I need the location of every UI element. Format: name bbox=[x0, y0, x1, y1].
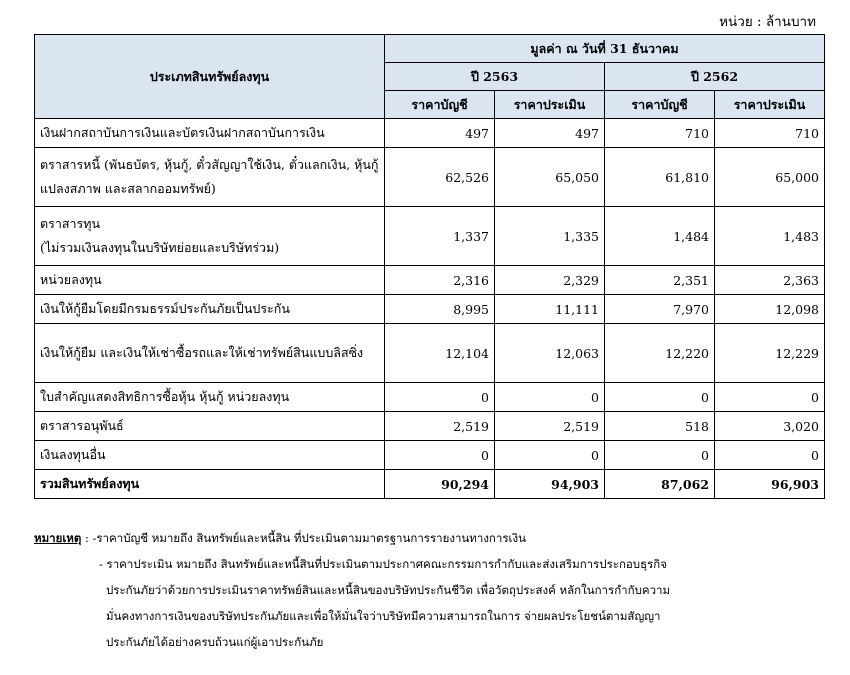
cell: 0 bbox=[715, 441, 825, 470]
table-row bbox=[35, 266, 825, 295]
table-row bbox=[35, 295, 825, 324]
table-row bbox=[35, 148, 825, 207]
total-cell: 94,903 bbox=[495, 470, 605, 499]
cell: 12,104 bbox=[385, 324, 495, 383]
row-label: ตราสารอนุพันธ์ bbox=[35, 412, 385, 441]
cell: 12,063 bbox=[495, 324, 605, 383]
cell: 0 bbox=[605, 441, 715, 470]
cell: 2,316 bbox=[385, 266, 495, 295]
total-label: รวมสินทรัพย์ลงทุน bbox=[35, 470, 385, 499]
row-label: เงินลงทุนอื่น bbox=[35, 441, 385, 470]
table-row bbox=[35, 412, 825, 441]
total-cell: 96,903 bbox=[715, 470, 825, 499]
category-header: ประเภทสินทรัพย์ลงทุน bbox=[35, 35, 385, 119]
cell: 0 bbox=[715, 383, 825, 412]
book-value-header: ราคาบัญชี bbox=[385, 91, 495, 119]
table-row bbox=[35, 207, 825, 266]
cell: 11,111 bbox=[495, 295, 605, 324]
cell: 2,519 bbox=[495, 412, 605, 441]
cell: 0 bbox=[385, 441, 495, 470]
cell: 497 bbox=[495, 119, 605, 148]
unit-label: หน่วย : ล้านบาท bbox=[719, 14, 816, 30]
notes-line: ประกันภัยได้อย่างครบถ้วนแก่ผู้เอาประกันภัย bbox=[106, 635, 324, 649]
notes-text: : -ราคาบัญชี หมายถึง สินทรัพย์และหนี้สิน ที่ประเมินตามมาตรฐานการรายงานทางการเงิน bbox=[81, 531, 526, 545]
notes-section bbox=[34, 525, 824, 655]
row-label: ตราสารหนี้ (พันธบัตร, หุ้นกู้, ตั๋วสัญญาใช้เงิน, ตั๋วแลกเงิน, หุ้นกู้แปลงสภาพ และสลากออมทรัพย์) bbox=[35, 148, 385, 207]
table-row bbox=[35, 441, 825, 470]
table-row bbox=[35, 119, 825, 148]
notes-line: - ราคาประเมิน หมายถึง สินทรัพย์และหนี้สินที่ประเมินตามประกาศคณะกรรมการกำกับและส่งเสริมการประกอบธุรกิจ bbox=[99, 557, 668, 571]
notes-line: มั่นคงทางการเงินของบริษัทประกันภัยและเพื่อให้มั่นใจว่าบริษัทมีความสามารถในการ จ่ายผลประโยชน์ตามสัญญา bbox=[106, 609, 661, 623]
cell: 61,810 bbox=[605, 148, 715, 207]
cell: 1,483 bbox=[715, 207, 825, 266]
cell: 2,363 bbox=[715, 266, 825, 295]
cell: 2,519 bbox=[385, 412, 495, 441]
cell: 2,329 bbox=[495, 266, 605, 295]
investment-assets-table bbox=[34, 34, 825, 499]
cell: 12,098 bbox=[715, 295, 825, 324]
cell: 62,526 bbox=[385, 148, 495, 207]
notes-line: ประกันภัยว่าด้วยการประเมินราคาทรัพย์สินและหนี้สินของบริษัทประกันชีวิต เพื่อวัตถุประสงค์ หลักในการกำกับความ bbox=[106, 583, 671, 597]
row-label: เงินให้กู้ยืมโดยมีกรมธรรม์ประกันภัยเป็นประกัน bbox=[35, 295, 385, 324]
appraised-value-header: ราคาประเมิน bbox=[715, 91, 825, 119]
row-label: เงินให้กู้ยืม และเงินให้เช่าซื้อรถและให้เช่าทรัพย์สินแบบลิสซิ่ง bbox=[35, 324, 385, 383]
notes-title: หมายเหตุ bbox=[34, 531, 82, 545]
cell: 1,484 bbox=[605, 207, 715, 266]
table-row bbox=[35, 324, 825, 383]
book-value-header: ราคาบัญชี bbox=[605, 91, 715, 119]
row-label: หน่วยลงทุน bbox=[35, 266, 385, 295]
cell: 0 bbox=[495, 383, 605, 412]
notes-line bbox=[34, 525, 824, 551]
total-row bbox=[35, 470, 825, 499]
row-label: ตราสารทุน (ไม่รวมเงินลงทุนในบริษัทย่อยและบริษัทร่วม) bbox=[35, 207, 385, 266]
year1-header: ปี 2563 bbox=[385, 63, 605, 91]
cell: 0 bbox=[495, 441, 605, 470]
total-cell: 87,062 bbox=[605, 470, 715, 499]
value-as-of-header: มูลค่า ณ วันที่ 31 ธันวาคม bbox=[385, 35, 825, 63]
cell: 3,020 bbox=[715, 412, 825, 441]
cell: 1,337 bbox=[385, 207, 495, 266]
cell: 12,220 bbox=[605, 324, 715, 383]
cell: 497 bbox=[385, 119, 495, 148]
table-row bbox=[35, 383, 825, 412]
cell: 710 bbox=[605, 119, 715, 148]
year2-header: ปี 2562 bbox=[605, 63, 825, 91]
cell: 0 bbox=[385, 383, 495, 412]
cell: 65,000 bbox=[715, 148, 825, 207]
cell: 1,335 bbox=[495, 207, 605, 266]
cell: 65,050 bbox=[495, 148, 605, 207]
total-cell: 90,294 bbox=[385, 470, 495, 499]
cell: 710 bbox=[715, 119, 825, 148]
row-label: เงินฝากสถาบันการเงินและบัตรเงินฝากสถาบันการเงิน bbox=[35, 119, 385, 148]
cell: 2,351 bbox=[605, 266, 715, 295]
cell: 518 bbox=[605, 412, 715, 441]
row-label: ใบสำคัญแสดงสิทธิการซื้อหุ้น หุ้นกู้ หน่วยลงทุน bbox=[35, 383, 385, 412]
cell: 8,995 bbox=[385, 295, 495, 324]
cell: 7,970 bbox=[605, 295, 715, 324]
appraised-value-header: ราคาประเมิน bbox=[495, 91, 605, 119]
cell: 0 bbox=[605, 383, 715, 412]
cell: 12,229 bbox=[715, 324, 825, 383]
